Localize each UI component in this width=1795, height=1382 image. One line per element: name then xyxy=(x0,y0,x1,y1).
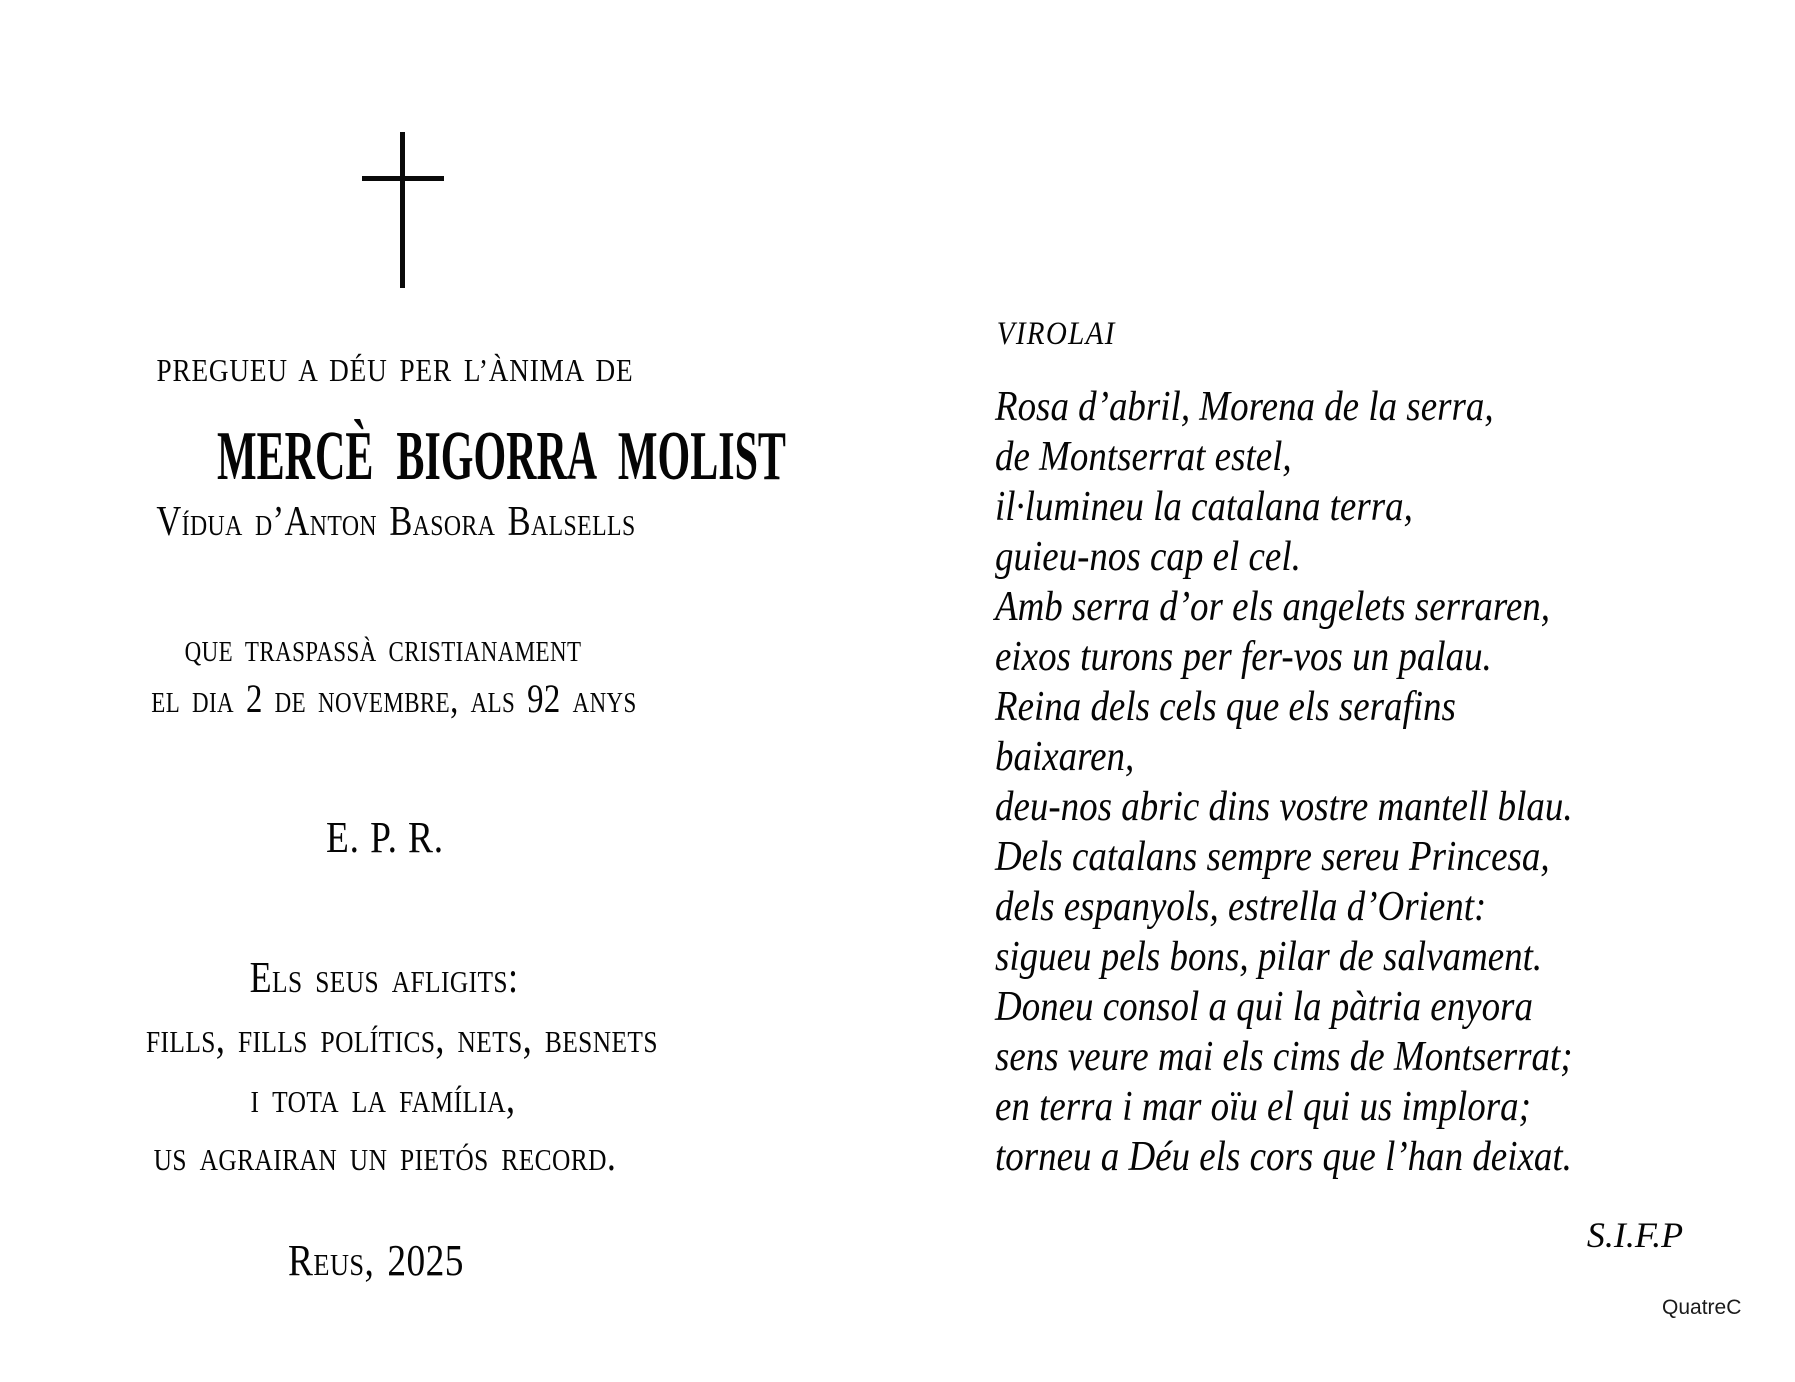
printer-credit: QuatreC xyxy=(1662,1296,1742,1319)
cross-horizontal-bar xyxy=(362,176,444,181)
poem-line: Amb serra d’or els angelets serraren, xyxy=(995,584,1551,630)
cross-icon xyxy=(362,132,444,288)
poem-block xyxy=(995,312,1717,1182)
poem-line: sens veure mai els cims de Montserrat; xyxy=(995,1034,1573,1080)
poem-line: eixos turons per fer-vos un palau. xyxy=(995,634,1492,680)
mourners-line-2: i tota la família, xyxy=(250,1073,516,1122)
mourners-line-3: us agrairan un pietós record. xyxy=(153,1131,617,1180)
relation-line: Vídua d’Anton Basora Balsells xyxy=(156,499,636,545)
poem-line: Dels catalans sempre sereu Princesa, xyxy=(995,834,1550,880)
poem-line: guieu-nos cap el cel. xyxy=(995,534,1301,580)
epr-abbreviation: E. P. R. xyxy=(325,813,444,862)
deceased-name: MERCÈ BIGORRA MOLIST xyxy=(217,418,786,495)
death-line-2: el dia 2 de novembre, als 92 anys xyxy=(151,676,637,721)
poem-line: Rosa d’abril, Morena de la serra, xyxy=(995,384,1494,430)
poem-line: torneu a Déu els cors que l’han deixat. xyxy=(995,1134,1572,1180)
death-line-1: que traspassà cristianament xyxy=(184,625,582,670)
poem-line: il·lumineu la catalana terra, xyxy=(995,484,1413,530)
place-year: Reus, 2025 xyxy=(288,1236,464,1285)
poem-line: baixaren, xyxy=(995,734,1135,780)
mourners-line-1: fills, fills polítics, nets, besnets xyxy=(146,1013,658,1062)
poem-line: deu-nos abric dins vostre mantell blau. xyxy=(995,784,1573,830)
mourners-heading: Els seus afligits: xyxy=(249,953,519,1002)
cross-vertical-bar xyxy=(400,132,405,288)
poem-line: sigueu pels bons, pilar de salvament. xyxy=(995,934,1543,980)
poem-title: VIROLAI xyxy=(996,316,1116,352)
signature-initials: S.I.F.P xyxy=(1586,1215,1684,1255)
poem-line: Doneu consol a qui la pàtria enyora xyxy=(995,984,1533,1030)
prayer-intro: PREGUEU A DÉU PER L’ÀNIMA DE xyxy=(156,352,634,388)
poem-line: en terra i mar oïu el qui us implora; xyxy=(995,1084,1531,1130)
poem-line: Reina dels cels que els serafins xyxy=(995,684,1456,730)
poem-line: de Montserrat estel, xyxy=(995,434,1292,480)
poem-line: dels espanyols, estrella d’Orient: xyxy=(995,884,1487,930)
